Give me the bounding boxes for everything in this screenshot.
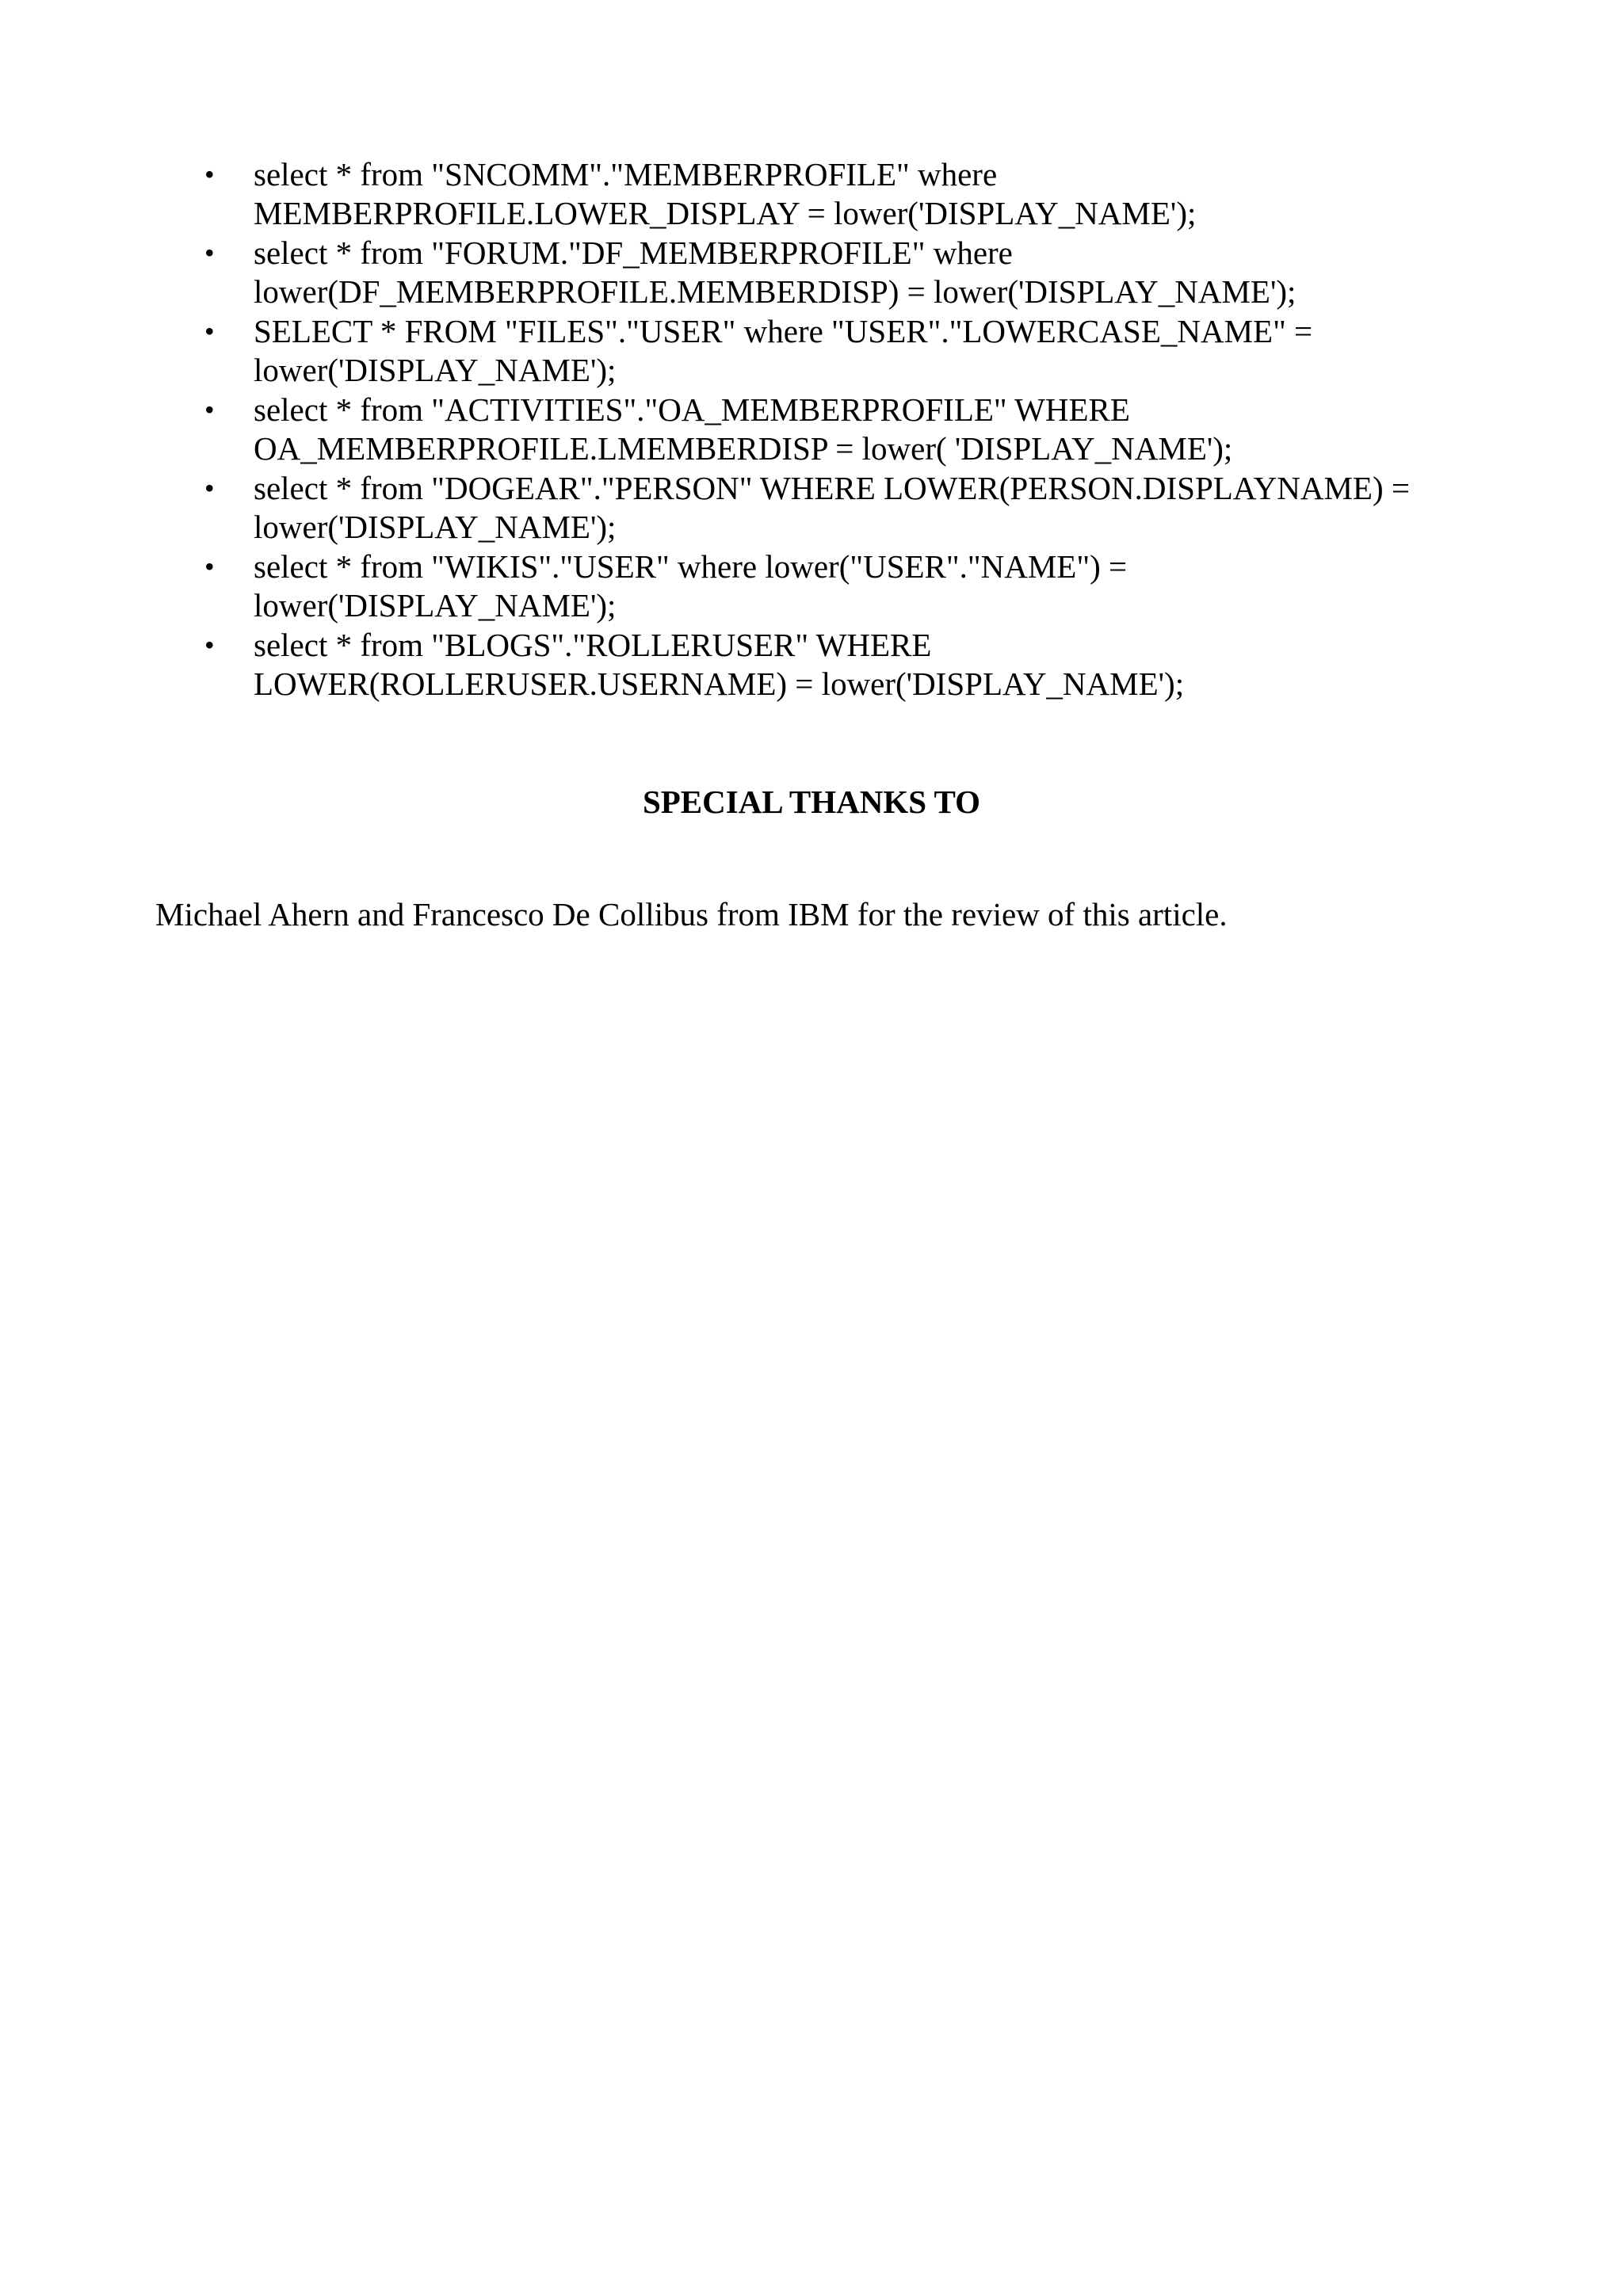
query-line-2: OA_MEMBERPROFILE.LMEMBERDISP = lower( 'DISPLAY_NAME'); [254, 430, 1233, 467]
list-item [198, 155, 1434, 233]
query-line-2: MEMBERPROFILE.LOWER_DISPLAY = lower('DISPLAY_NAME'); [254, 195, 1197, 231]
query-line-2: LOWER(ROLLERUSER.USERNAME) = lower('DISPLAY_NAME'); [254, 666, 1185, 702]
list-item [198, 391, 1434, 468]
list-item [198, 312, 1434, 390]
section-title: SPECIAL THANKS TO [642, 784, 981, 820]
bullet-icon: • [204, 158, 215, 190]
list-item [198, 626, 1434, 704]
list-item [198, 234, 1434, 311]
bullet-icon: • [204, 551, 215, 582]
query-line-1: select * from "FORUM."DF_MEMBERPROFILE" where [254, 235, 1013, 271]
bullet-icon: • [204, 315, 215, 347]
query-line-1: select * from "BLOGS"."ROLLERUSER" WHERE [254, 627, 932, 663]
list-item [198, 547, 1434, 625]
sql-query-list [198, 155, 1434, 704]
query-line-1: select * from "WIKIS"."USER" where lower("USER"."NAME") = [254, 548, 1128, 585]
bullet-icon: • [204, 472, 215, 504]
bullet-icon: • [204, 394, 215, 425]
query-line-2: lower('DISPLAY_NAME'); [254, 587, 617, 624]
query-line-1: select * from "ACTIVITIES"."OA_MEMBERPROFILE" WHERE [254, 391, 1130, 428]
query-line-2: lower(DF_MEMBERPROFILE.MEMBERDISP) = lower('DISPLAY_NAME'); [254, 273, 1296, 310]
query-line-1: select * from "SNCOMM"."MEMBERPROFILE" where [254, 156, 998, 193]
bullet-icon: • [204, 629, 215, 661]
bullet-icon: • [204, 237, 215, 269]
query-line-2: lower('DISPLAY_NAME'); [254, 352, 617, 388]
acknowledgement-paragraph: Michael Ahern and Francesco De Collibus from IBM for the review of this article. [155, 896, 1228, 933]
query-line-2: lower('DISPLAY_NAME'); [254, 509, 617, 545]
list-item [198, 469, 1434, 547]
query-line-1: select * from "DOGEAR"."PERSON" WHERE LOWER(PERSON.DISPLAYNAME) = [254, 470, 1410, 506]
query-line-1: SELECT * FROM "FILES"."USER" where "USER"."LOWERCASE_NAME" = [254, 313, 1313, 349]
